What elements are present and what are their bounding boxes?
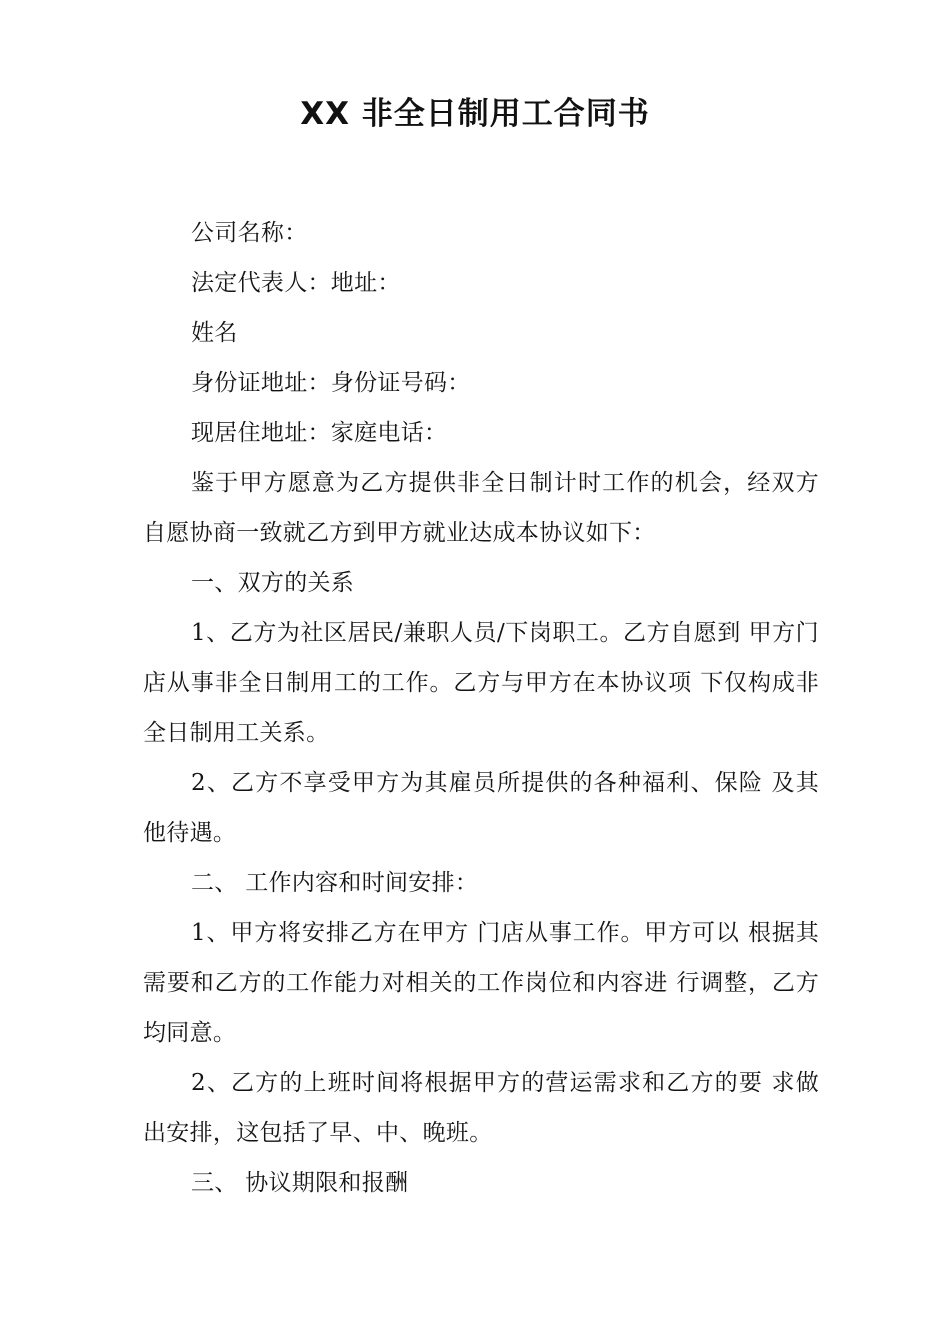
field-company-name: 公司名称： bbox=[191, 220, 308, 246]
field-name: 姓名 bbox=[191, 320, 238, 346]
document-title: XX 非全日制用工合同书 bbox=[300, 96, 650, 132]
preamble-paragraph: 鉴于甲方愿意为乙方提供非全日制计时工作的机会，经双方自愿协商一致就乙方到甲方就业达成本协议如下： bbox=[143, 470, 819, 546]
document-body bbox=[143, 208, 819, 1208]
field-residence-phone: 现居住地址：家庭电话： bbox=[191, 420, 448, 446]
section-heading-3: 三、 协议期限和报酬 bbox=[191, 1170, 409, 1196]
clause-2-2: 2、乙方的上班时间将根据甲方的营运需求和乙方的要 求做出安排，这包括了早、中、晚班。 bbox=[143, 1070, 819, 1146]
clause-2-1: 1、甲方将安排乙方在甲方 门店从事工作。甲方可以 根据其需要和乙方的工作能力对相关的工作岗位和内容进 行调整，乙方均同意。 bbox=[143, 920, 819, 1046]
clause-1-2: 2、乙方不享受甲方为其雇员所提供的各种福利、保险 及其他待遇。 bbox=[143, 770, 819, 846]
clause-1-1: 1、乙方为社区居民/兼职人员/下岗职工。乙方自愿到 甲方门店从事非全日制用工的工作。乙方与甲方在本协议项 下仅构成非全日制用工关系。 bbox=[143, 620, 819, 746]
field-id-address-number: 身份证地址：身份证号码： bbox=[191, 370, 471, 396]
section-heading-2: 二、 工作内容和时间安排： bbox=[191, 870, 479, 896]
field-legal-rep-address: 法定代表人：地址： bbox=[191, 270, 401, 296]
section-heading-1: 一、双方的关系 bbox=[191, 570, 355, 596]
